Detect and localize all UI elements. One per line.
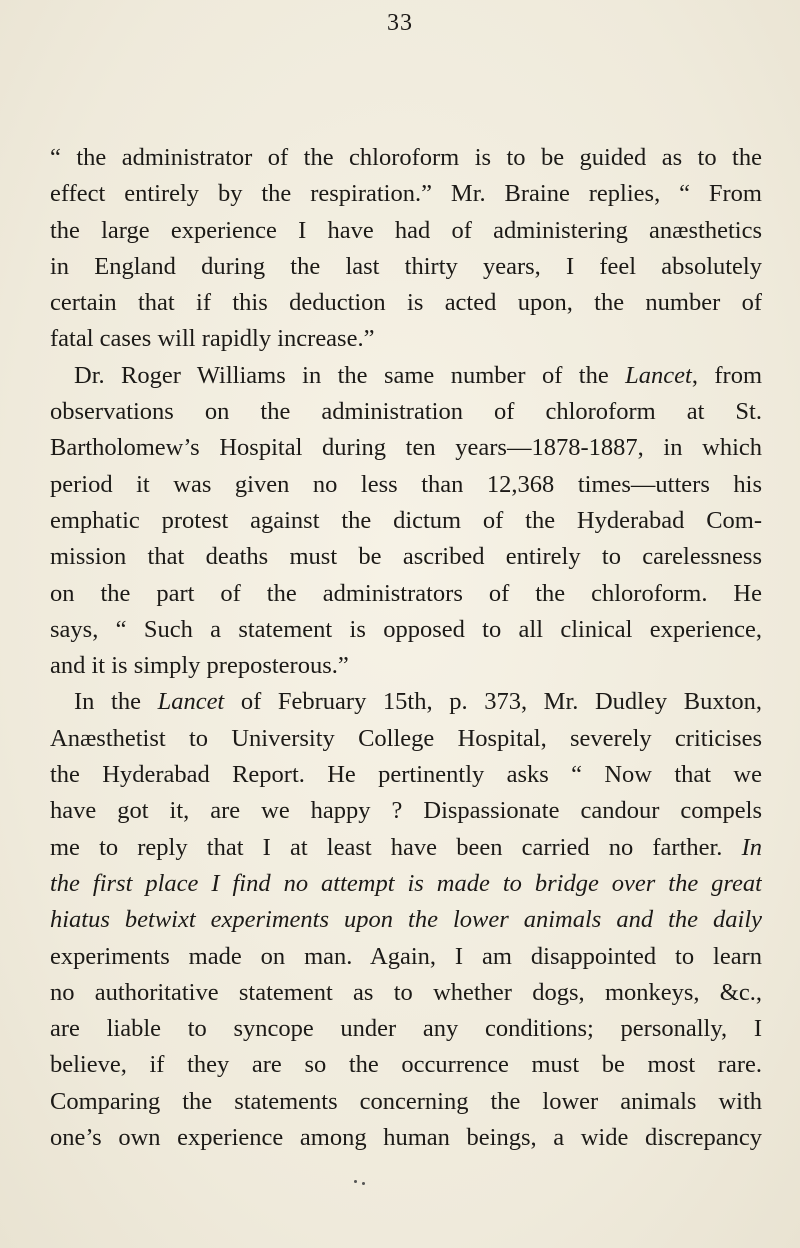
text-line: the first place I find no attempt is made to bridge over the great [50, 869, 762, 897]
text-line: in England during the last thirty years, I feel absolutely [50, 252, 762, 280]
text-line: Comparing the statements concerning the lower animals with [50, 1087, 762, 1115]
speck-mark [354, 1180, 357, 1183]
body-text [50, 140, 762, 1156]
italic-term: Lancet [625, 361, 692, 389]
text-line: mission that deaths must be ascribed entirely to carelessness [50, 543, 762, 571]
text-line: and it is simply preposterous.” [50, 652, 349, 680]
italic-term: Lancet [157, 688, 225, 716]
italic-term: In [741, 833, 762, 861]
text-line: emphatic protest against the dictum of the Hyderabad Com- [50, 506, 762, 534]
text-line: effect entirely by the respiration.” Mr. Braine replies, “ From [50, 180, 762, 208]
text-line: hiatus betwixt experiments upon the lower animals and the daily [50, 906, 762, 934]
text-line: says, “ Such a statement is opposed to all clinical experience, [50, 615, 762, 643]
text-line: Anæsthetist to University College Hospital, severely criticises [50, 724, 762, 752]
text-line: believe, if they are so the occurrence must be most rare. [50, 1051, 762, 1079]
text-line: me to reply that I at least have been carried no farther. In [50, 833, 762, 861]
text-line: on the part of the administrators of the chloroform. He [50, 579, 762, 607]
text-line: fatal cases will rapidly increase.” [50, 325, 375, 353]
text-line: the Hyderabad Report. He pertinently asks “ Now that we [50, 761, 762, 789]
text-line: one’s own experience among human beings, a wide discrepancy [50, 1124, 762, 1152]
text-line: no authoritative statement as to whether dogs, monkeys, &c., [50, 978, 762, 1006]
text-line: Bartholomew’s Hospital during ten years—1878-1887, in which [50, 434, 762, 462]
page-number: 33 [387, 10, 413, 36]
speck-mark [362, 1182, 365, 1185]
text-line: period it was given no less than 12,368 times—utters his [50, 470, 762, 498]
text-line: certain that if this deduction is acted upon, the number of [50, 289, 762, 317]
text-line: In the Lancet of February 15th, p. 373, Mr. Dudley Buxton, [74, 688, 762, 716]
text-line: Dr. Roger Williams in the same number of the Lancet, from [74, 361, 762, 389]
text-line: “ the administrator of the chloroform is to be guided as to the [50, 144, 762, 171]
text-line: have got it, are we happy ? Dispassionate candour compels [50, 797, 762, 825]
text-line: observations on the administration of chloroform at St. [50, 398, 762, 426]
text-line: the large experience I have had of administering anæsthetics [50, 216, 762, 244]
text-line: experiments made on man. Again, I am disappointed to learn [50, 942, 762, 970]
text-line: are liable to syncope under any conditions; personally, I [50, 1015, 762, 1043]
